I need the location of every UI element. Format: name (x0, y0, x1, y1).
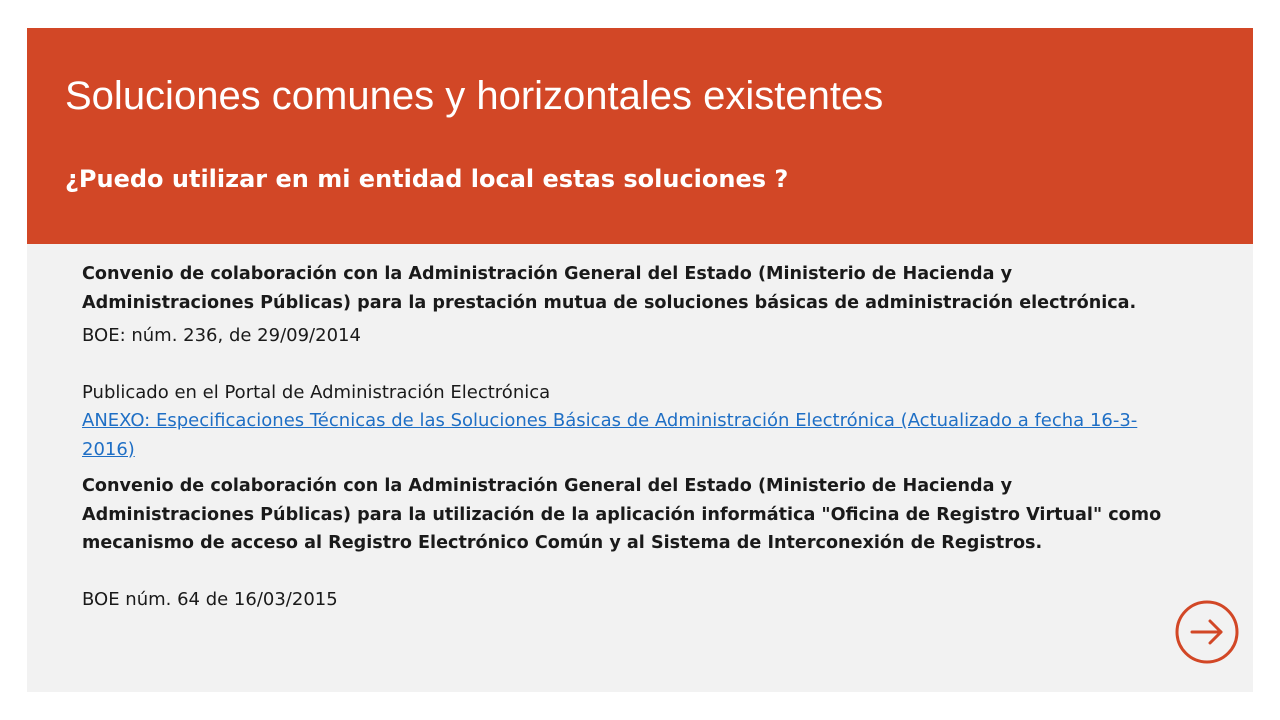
slide-header (27, 28, 1253, 244)
annex-link-paragraph (82, 407, 1182, 464)
slide (27, 28, 1253, 692)
slide-subtitle: ¿Puedo utilizar en mi entidad local estas soluciones ? (65, 165, 789, 193)
agreement-heading-1: Convenio de colaboración con la Administración General del Estado (Ministerio de Hacienda y Administraciones Públicas) para la prestación mutua de soluciones básicas de administración electrónica. (82, 264, 1137, 313)
boe-reference-1: BOE: núm. 236, de 29/09/2014 (82, 325, 361, 346)
spacer (82, 351, 1182, 379)
portal-note: Publicado en el Portal de Administración Electrónica (82, 381, 551, 403)
spacer (82, 558, 1182, 586)
slide-title: Soluciones comunes y horizontales existentes (65, 74, 884, 118)
agreement-heading-2: Convenio de colaboración con la Administración General del Estado (Ministerio de Hacienda y Administraciones Públicas) para la utilización de la aplicación informática "Oficina de Registro Virtual" como mecanismo de acceso al Registro Electrónico Común y al Sistema de Interconexión de Registros. (82, 476, 1162, 553)
annex-link[interactable]: ANEXO: Especificaciones Técnicas de las Soluciones Básicas de Administración Electrónica (Actualizado a fecha 16-3-2016) (82, 410, 1138, 460)
arrow-right-circle-icon[interactable] (1175, 600, 1239, 664)
slide-content (82, 260, 1182, 614)
boe-reference-2: BOE núm. 64 de 16/03/2015 (82, 588, 338, 610)
